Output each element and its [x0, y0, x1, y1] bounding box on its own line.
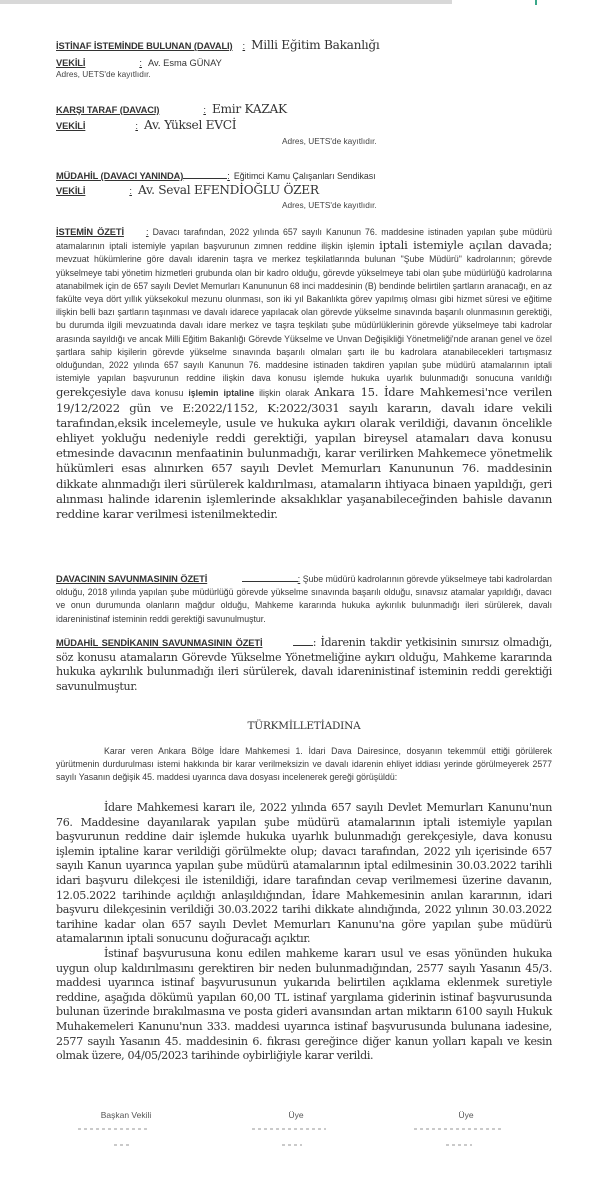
verdict-intro: Karar veren Ankara Bölge İdare Mahkemesi 1. İdari Dava Dairesince, dosyanın tekemmül ettiği görülerek yürütmenin durdurulması istemi hakkında bir karar verilmeksizin ve davalı idarenin ehliyet iddiası yerinde görülmeyerek 2577 sayılı Yasanın değişik 45. maddesi uyarınca dava dosyası incelenerek gereği görüşüldü:: [56, 746, 552, 783]
opposing-counsel-row: [56, 116, 236, 134]
intervener-defense-body: İdarenin takdir yetkisinin sınırsız olmadığı, söz konusu atamaların Görevde Yükselme Yönetmeliğine aykırı olduğu, Mahkeme kararında hukuka aykırılık bulunmadığı ileri sürülerek, davalı idareninistinaf isteminin reddi gerektiği savunulmuştur.: [56, 636, 553, 693]
intervener-defense-section: [56, 636, 552, 694]
intervener-counsel-colon: :: [129, 186, 132, 196]
verdict-heading: TÜRKMİLLETİADINA: [247, 720, 361, 732]
appellant-counsel-label: VEKİLİ: [56, 58, 86, 68]
intervener-defense-text: [56, 636, 552, 694]
opposing-address: Adres, UETS'de kayıtlıdır.: [282, 136, 377, 146]
verdict-paragraph-2: İstinaf başvurusuna konu edilen mahkeme kararı usul ve esas yönünden hukuka uygun olup kaldırılmasını gerektiren bir neden bulunmadığından, 2577 sayılı Yasanın 45/3. maddesi uyarınca istinaf başvurusunun yukarıda belirtilen açıklama eklenmek suretiyle reddine, aşağıda dökümü yapılan 60,00 TL istinaf yargılama giderinin istinaf başvurusunda bulunan üzerinde bırakılmasına ve posta gideri avansından artan miktarın 6100 sayılı Hukuk Muhakemeleri Kanunu'nun 333. maddesi uyarınca istinaf başvurusunda bulunana iadesine, 2577 sayılı Yasanın 45. maddesinin 6. fıkrası gereğince diğer kanun yolları kapalı ve kesin olmak üzere, 04/05/2023 tarihinde oybirliğiyle karar verildi.: [56, 946, 552, 1063]
intervener-defense-label: MÜDAHİL SENDİKANIN SAVUNMASININ ÖZETİ: [56, 638, 263, 648]
intervener-colon: :: [227, 171, 230, 181]
summary-part3-serif: gerekçesiyle: [56, 385, 127, 400]
signature-member-2: [406, 1110, 526, 1120]
intervener-counsel-label: VEKİLİ: [56, 186, 86, 196]
opposing-party-value: Emir KAZAK: [211, 102, 287, 116]
appellant-counsel-value: Av. Esma GÜNAY: [147, 58, 222, 68]
appellant-colon: :: [242, 41, 246, 51]
request-summary-label: İSTEMİN ÖZETİ: [56, 227, 124, 237]
verdict-intro-section: [56, 745, 552, 785]
redacted-name-member-1: [252, 1128, 326, 1130]
opposing-counsel-colon: :: [135, 121, 138, 131]
appellant-row: [56, 36, 380, 54]
opposing-counsel-value: Av. Yüksel EVCİ: [143, 118, 237, 132]
request-summary-text: [56, 226, 552, 522]
signature-chair-title: Başkan Vekili: [100, 1110, 152, 1120]
opposing-party-colon: :: [203, 105, 206, 115]
summary-part3-bold: işlemin iptaline: [188, 388, 255, 399]
intervener-value: Eğitimci Kamu Çalışanları Sendikası: [233, 171, 376, 181]
redacted-id-chair: [114, 1144, 132, 1146]
request-summary-section: [56, 226, 552, 522]
plaintiff-defense-text: [56, 573, 552, 626]
plaintiff-defense-colon: :: [297, 574, 301, 584]
summary-part1-serif: iptali istemiyle açılan davada;: [379, 238, 552, 253]
green-marker: [535, 0, 537, 5]
opposing-counsel-label: VEKİLİ: [56, 121, 86, 131]
intervener-counsel-value: Av. Seval EFENDİOĞLU ÖZER: [137, 183, 319, 197]
redacted-id-member-2: [446, 1144, 472, 1146]
opposing-party-label: KARŞI TARAF (DAVACI): [56, 105, 160, 115]
intervener-counsel-row: [56, 181, 319, 199]
top-scroll-bar: [0, 0, 452, 4]
intervener-address: Adres, UETS'de kayıtlıdır.: [282, 200, 377, 210]
plaintiff-defense-section: [56, 573, 552, 626]
intervener-label: MÜDAHİL (DAVACI YANINDA): [56, 171, 184, 181]
intervener-defense-underline: [293, 636, 313, 646]
signature-chair: [66, 1110, 186, 1120]
summary-part3: dava konusu: [131, 388, 184, 399]
verdict-body-section: [56, 801, 552, 1064]
summary-part1: Davacı tarafından, 2022 yılında 657 sayılı Kanunun 76. maddesine istinaden yapılan şube müdürü atamalarının iptali istemiyle yapılan başvurunun zımnen reddine ilişkin işlemin: [56, 227, 552, 252]
intervener-underline: [183, 170, 227, 179]
appellant-label: İSTİNAF İSTEMİNDE BULUNAN (DAVALI): [56, 41, 233, 51]
summary-part2: mevzuat hükümlerine göre davalı idarenin taşra ve merkez teşkilatlarında bulunan "Şube Müdürü" kadrolarının; görevde yükselmeye tabi yönetim hizmetleri grubunda olan bir kadro olduğu, görevde yükselmeye tabi olan şube müdürlüğü kadrolarına atanabilmek için de 657 sayılı Devlet Memurları Kanununun 68 inci maddesinin (B) bendinde belirtilen şartların aranacağı, en az fakülte veya dört yıllık yüksekokul mezunu olunması, son iki yıl Bakanlıkta görev yapılmış olması gibi hizmet süresi ve eğitime ilişkin belli bazı şartların taşınması ve davalı idarece yapılacak olan görevde yükselme sınavında başarılı olunmasının gerektiği, bu durumda ilgili mevzuatında davalı idare merkez ve taşra teşkilatı şube müdürlüklerinin görevde yükselmeye tabi kadrolar arasında sayıldığı ve ancak Milli Eğitim Bakanlığı Görevde Yükselme ve Unvan Değişikliği Yönetmeliği'nde aranan genel ve özel şartlara sahip kişilerin görevde yükselme sınavında başarılı olmaları şartı ile bu kadrolara atanabilecekleri tartışmasız olduğundan, 2022 yılında 657 sayılı Kanunun 76. maddesine istinaden takdiren yapılan şube müdürü atamalarının iptali istemiyle yapılan başvurunun reddine ilişkin dava konusu işlemde hukuka uyarlık bulunmadığı sonucuna varıldığı: [56, 254, 552, 384]
redacted-name-member-2: [414, 1128, 504, 1130]
signature-member-2-title: Üye: [458, 1110, 474, 1120]
plaintiff-defense-underline: [242, 573, 298, 582]
request-summary-colon: :: [145, 227, 149, 237]
signature-member-1-title: Üye: [288, 1110, 304, 1120]
intervener-defense-colon: :: [312, 636, 317, 649]
plaintiff-defense-heading: DAVACININ SAVUNMASININ ÖZETİ: [56, 574, 208, 584]
signature-member-1: [236, 1110, 356, 1120]
redacted-id-member-1: [282, 1144, 302, 1146]
appellant-value: Milli Eğitim Bakanlığı: [251, 38, 380, 52]
appellant-counsel-colon: :: [139, 58, 142, 68]
verdict-paragraph-1: İdare Mahkemesi kararı ile, 2022 yılında 657 sayılı Devlet Memurları Kanunu'nun 76. Maddesine dayanılarak yapılan şube müdürü atamalarının iptali istemiyle yapılan başvurunun reddine dair işlemde hukuka uyarlık bulunmadığı gerekçesiyle, dava konusu işlemin iptaline karar verildiği görülmekte olup; davacı tarafından, 2022 yılı içerisinde 657 sayılı Kanun uyarınca yapılan şube müdürü atamalarının iptal edilmesinin 30.03.2022 tarihli idari başvuru dilekçesi ile istenildiği, idare tarafından cevap verilmemesi üzerine davanın, 12.05.2022 tarihinde açıldığı anlaşıldığından, İdare Mahkemesinin anılan kararının, idari başvuru dilekçesinin verildiği 30.03.2022 tarihi dikkate alındığında, 2022 yılının 30.03.2022 tarihine kadar olan 657 sayılı Devlet Memurları Kanunu'na göre yapılan şube müdürü atamalarının iptali sonucunu doğuracağı açıktır.: [56, 801, 552, 946]
summary-part3b: ilişkin olarak: [259, 388, 310, 399]
redacted-name-chair: [78, 1128, 148, 1130]
summary-part4-serif: Ankara 15. İdare Mahkemesi'nce verilen 19/12/2022 gün ve E:2022/1152, K:2022/3031 sayılı kararın, davalı idare vekili tarafından,eksik incelemeyle, usule ve hukuka aykırı olarak verildiği, davanın öncelikle ehliyet yokluğu nedeniyle reddi gerektiği, yapılan bireysel atamaları dava konusu etmesinde davacının menfaatinin bulunmadığı, karar verilirken Mahkemece yönetmelik hükümleri esas alınırken 657 sayılı Devlet Memurları Kanununun 76. maddesinin dikkate alınmadığı ileri sürülerek kaldırılması, atamaların ihtiyaca binaen yapıldığı, geri alınması halinde idarenin işlemlerinde aksaklıklar yaşanabileceğinden bahisle davanın reddine karar verilmesi istenilmektedir.: [56, 385, 553, 522]
appellant-address: Adres, UETS'de kayıtlıdır.: [56, 69, 151, 79]
plaintiff-defense-body: Şube müdürü kadrolarının görevde yükselmeye tabi kadrolardan olduğu, 2018 yılında yapılan şube müdürlüğü görevde yükselme sınavında başarılı olduğu, sınavsız atamalar yapıldığı, davacı ve onun durumunda olanların mağdur olduğu, Mahkeme kararında hukuka aykırılık bulunmadığı ileri sürülerek, davalı idareninistinaf isteminin reddi gerektiği savunulmuştur.: [56, 574, 552, 624]
